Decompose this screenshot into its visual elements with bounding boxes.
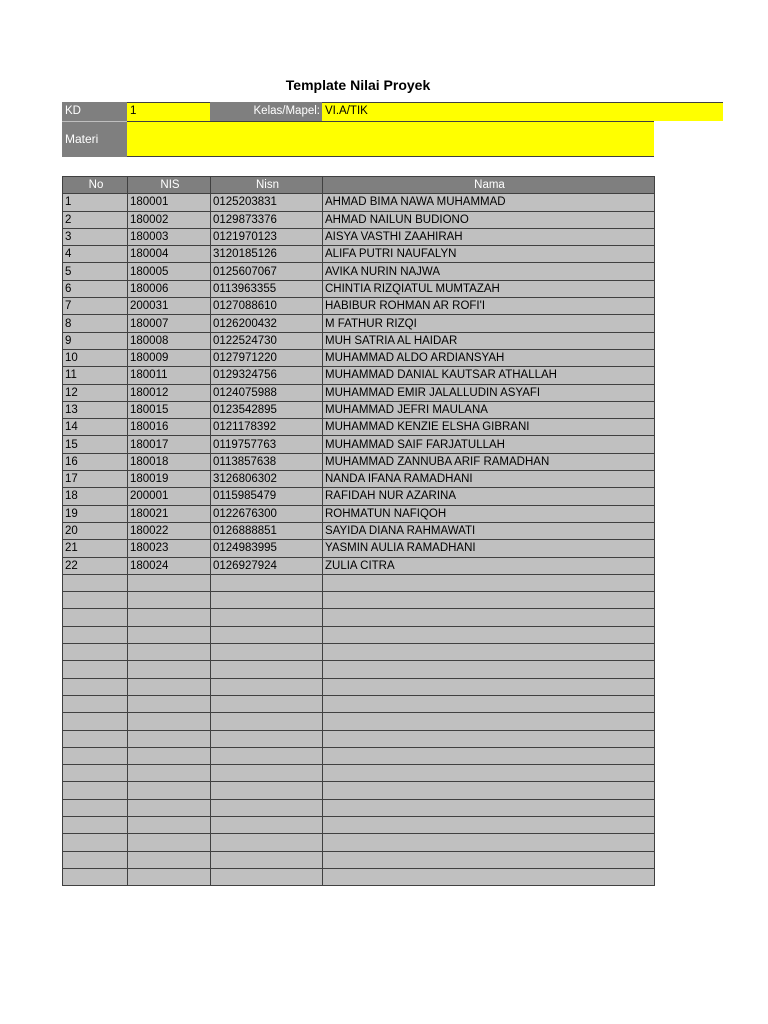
cell-nisn[interactable] — [211, 644, 323, 661]
cell-no[interactable]: 7 — [63, 298, 128, 315]
cell-nisn[interactable] — [211, 661, 323, 678]
cell-nisn[interactable]: 0126888851 — [211, 522, 323, 539]
cell-nisn[interactable]: 0113963355 — [211, 280, 323, 297]
table-row — [63, 349, 655, 366]
cell-no[interactable] — [63, 730, 128, 747]
cell-nis[interactable]: 180007 — [128, 315, 211, 332]
cell-nama[interactable] — [323, 765, 655, 782]
cell-no[interactable]: 15 — [63, 436, 128, 453]
cell-nis[interactable] — [128, 695, 211, 712]
cell-nama[interactable]: ZULIA CITRA — [323, 557, 655, 574]
page-title: Template Nilai Proyek — [285, 77, 431, 93]
materi-value-cell[interactable] — [127, 121, 654, 157]
table-row — [63, 471, 655, 488]
table-row — [63, 816, 655, 833]
cell-nis[interactable]: 180001 — [128, 194, 211, 211]
table-row — [63, 298, 655, 315]
cell-nama[interactable]: MUHAMMAD KENZIE ELSHA GIBRANI — [323, 419, 655, 436]
table-row — [63, 453, 655, 470]
table-row — [63, 713, 655, 730]
cell-nis[interactable]: 180011 — [128, 367, 211, 384]
cell-nis[interactable]: 180009 — [128, 349, 211, 366]
cell-nis[interactable] — [128, 851, 211, 868]
cell-nis[interactable]: 180016 — [128, 419, 211, 436]
cell-nis[interactable]: 180012 — [128, 384, 211, 401]
cell-nama[interactable] — [323, 592, 655, 609]
cell-nis[interactable]: 200031 — [128, 298, 211, 315]
cell-nisn[interactable] — [211, 678, 323, 695]
table-row — [63, 868, 655, 885]
cell-nisn[interactable]: 0113857638 — [211, 453, 323, 470]
cell-nis[interactable] — [128, 592, 211, 609]
cell-nama[interactable]: YASMIN AULIA RAMADHANI — [323, 540, 655, 557]
table-row — [63, 505, 655, 522]
cell-nis[interactable] — [128, 730, 211, 747]
table-row — [63, 661, 655, 678]
cell-nama[interactable]: HABIBUR ROHMAN AR ROFI'I — [323, 298, 655, 315]
table-row — [63, 799, 655, 816]
cell-nis[interactable]: 180002 — [128, 211, 211, 228]
cell-nisn[interactable] — [211, 765, 323, 782]
cell-no[interactable] — [63, 747, 128, 764]
table-row — [63, 592, 655, 609]
cell-nisn[interactable] — [211, 782, 323, 799]
cell-nis[interactable]: 180003 — [128, 228, 211, 245]
cell-nisn[interactable]: 0122676300 — [211, 505, 323, 522]
cell-nis[interactable]: 180019 — [128, 471, 211, 488]
cell-nisn[interactable]: 0127971220 — [211, 349, 323, 366]
cell-nis[interactable]: 200001 — [128, 488, 211, 505]
cell-nisn[interactable]: 0125607067 — [211, 263, 323, 280]
cell-no[interactable]: 19 — [63, 505, 128, 522]
kd-value-cell[interactable]: 1 — [127, 102, 210, 121]
cell-nis[interactable] — [128, 644, 211, 661]
cell-no[interactable]: 10 — [63, 349, 128, 366]
cell-nama[interactable]: AHMAD BIMA NAWA MUHAMMAD — [323, 194, 655, 211]
table-row — [63, 263, 655, 280]
cell-nis[interactable] — [128, 834, 211, 851]
table-row — [63, 315, 655, 332]
cell-no[interactable]: 13 — [63, 401, 128, 418]
cell-no[interactable]: 12 — [63, 384, 128, 401]
cell-nama[interactable] — [323, 799, 655, 816]
kelas-mapel-label: Kelas/Mapel: — [210, 102, 322, 121]
table-row — [63, 401, 655, 418]
cell-nisn[interactable] — [211, 851, 323, 868]
kelas-mapel-value-cell[interactable]: VI.A/TIK — [322, 102, 723, 121]
cell-nama[interactable]: AISYA VASTHI ZAAHIRAH — [323, 228, 655, 245]
table-row — [63, 194, 655, 211]
table-row — [63, 332, 655, 349]
cell-nisn[interactable]: 3120185126 — [211, 246, 323, 263]
cell-nama[interactable] — [323, 834, 655, 851]
cell-no[interactable]: 2 — [63, 211, 128, 228]
cell-nisn[interactable]: 0129873376 — [211, 211, 323, 228]
cell-no[interactable] — [63, 609, 128, 626]
cell-no[interactable] — [63, 678, 128, 695]
cell-nama[interactable] — [323, 713, 655, 730]
cell-no[interactable]: 4 — [63, 246, 128, 263]
cell-nisn[interactable]: 0115985479 — [211, 488, 323, 505]
cell-no[interactable]: 1 — [63, 194, 128, 211]
cell-no[interactable]: 17 — [63, 471, 128, 488]
cell-nis[interactable]: 180021 — [128, 505, 211, 522]
cell-no[interactable] — [63, 574, 128, 591]
table-row — [63, 782, 655, 799]
cell-nama[interactable]: NANDA IFANA RAMADHANI — [323, 471, 655, 488]
cell-no[interactable] — [63, 851, 128, 868]
header-no: No — [63, 177, 128, 194]
table-row — [63, 557, 655, 574]
cell-nama[interactable] — [323, 574, 655, 591]
header-nis: NIS — [128, 177, 211, 194]
cell-nisn[interactable] — [211, 695, 323, 712]
cell-nisn[interactable]: 0126200432 — [211, 315, 323, 332]
cell-nama[interactable] — [323, 695, 655, 712]
cell-nisn[interactable]: 0121178392 — [211, 419, 323, 436]
table-row — [63, 626, 655, 643]
cell-nis[interactable] — [128, 782, 211, 799]
cell-no[interactable]: 8 — [63, 315, 128, 332]
cell-nisn[interactable]: 0119757763 — [211, 436, 323, 453]
cell-nis[interactable]: 180015 — [128, 401, 211, 418]
cell-nama[interactable]: MUHAMMAD JEFRI MAULANA — [323, 401, 655, 418]
cell-no[interactable] — [63, 661, 128, 678]
cell-nama[interactable] — [323, 747, 655, 764]
table-row — [63, 730, 655, 747]
cell-nisn[interactable]: 0124075988 — [211, 384, 323, 401]
cell-nis[interactable]: 180008 — [128, 332, 211, 349]
cell-nama[interactable]: MUHAMMAD EMIR JALALLUDIN ASYAFI — [323, 384, 655, 401]
cell-no[interactable]: 9 — [63, 332, 128, 349]
cell-no[interactable]: 16 — [63, 453, 128, 470]
cell-nama[interactable] — [323, 626, 655, 643]
cell-no[interactable] — [63, 834, 128, 851]
cell-nama[interactable]: MUHAMMAD DANIAL KAUTSAR ATHALLAH — [323, 367, 655, 384]
cell-nis[interactable] — [128, 609, 211, 626]
table-row — [63, 695, 655, 712]
cell-nama[interactable]: SAYIDA DIANA RAHMAWATI — [323, 522, 655, 539]
cell-nisn[interactable] — [211, 592, 323, 609]
table-body — [63, 194, 655, 886]
table-row — [63, 644, 655, 661]
cell-nis[interactable]: 180023 — [128, 540, 211, 557]
cell-nisn[interactable] — [211, 799, 323, 816]
cell-nisn[interactable]: 0123542895 — [211, 401, 323, 418]
cell-nama[interactable] — [323, 730, 655, 747]
cell-nisn[interactable] — [211, 574, 323, 591]
cell-nama[interactable]: MUHAMMAD SAIF FARJATULLAH — [323, 436, 655, 453]
cell-nama[interactable] — [323, 782, 655, 799]
table-row — [63, 678, 655, 695]
table-row — [63, 609, 655, 626]
cell-no[interactable]: 22 — [63, 557, 128, 574]
cell-no[interactable]: 14 — [63, 419, 128, 436]
cell-no[interactable] — [63, 592, 128, 609]
cell-nisn[interactable]: 0122524730 — [211, 332, 323, 349]
cell-nama[interactable]: ALIFA PUTRI NAUFALYN — [323, 246, 655, 263]
cell-nisn[interactable]: 0127088610 — [211, 298, 323, 315]
table-row — [63, 419, 655, 436]
cell-nis[interactable] — [128, 661, 211, 678]
cell-nis[interactable] — [128, 574, 211, 591]
cell-no[interactable] — [63, 868, 128, 885]
cell-nama[interactable]: ROHMATUN NAFIQOH — [323, 505, 655, 522]
cell-nis[interactable] — [128, 799, 211, 816]
student-table — [62, 176, 655, 886]
cell-no[interactable]: 3 — [63, 228, 128, 245]
cell-nis[interactable]: 180006 — [128, 280, 211, 297]
cell-nisn[interactable] — [211, 626, 323, 643]
cell-nisn[interactable]: 0124983995 — [211, 540, 323, 557]
table-row — [63, 765, 655, 782]
cell-nama[interactable] — [323, 678, 655, 695]
cell-nama[interactable] — [323, 661, 655, 678]
table-row — [63, 834, 655, 851]
cell-nisn[interactable]: 3126806302 — [211, 471, 323, 488]
cell-nis[interactable]: 180018 — [128, 453, 211, 470]
table-row — [63, 246, 655, 263]
cell-no[interactable] — [63, 799, 128, 816]
cell-nisn[interactable] — [211, 609, 323, 626]
cell-no[interactable]: 18 — [63, 488, 128, 505]
cell-nisn[interactable] — [211, 713, 323, 730]
cell-nama[interactable]: RAFIDAH NUR AZARINA — [323, 488, 655, 505]
cell-nisn[interactable] — [211, 816, 323, 833]
cell-nisn[interactable]: 0126927924 — [211, 557, 323, 574]
cell-nis[interactable] — [128, 765, 211, 782]
cell-nisn[interactable] — [211, 868, 323, 885]
table-row — [63, 488, 655, 505]
cell-no[interactable]: 6 — [63, 280, 128, 297]
table-row — [63, 540, 655, 557]
cell-nis[interactable] — [128, 747, 211, 764]
cell-nama[interactable] — [323, 609, 655, 626]
table-row — [63, 211, 655, 228]
materi-label: Materi — [62, 121, 127, 157]
cell-nama[interactable]: MUHAMMAD ZANNUBA ARIF RAMADHAN — [323, 453, 655, 470]
cell-nisn[interactable] — [211, 834, 323, 851]
cell-no[interactable]: 11 — [63, 367, 128, 384]
cell-nama[interactable]: MUH SATRIA AL HAIDAR — [323, 332, 655, 349]
cell-no[interactable]: 21 — [63, 540, 128, 557]
header-nisn: Nisn — [211, 177, 323, 194]
cell-nisn[interactable]: 0129324756 — [211, 367, 323, 384]
cell-nis[interactable] — [128, 816, 211, 833]
cell-nama[interactable]: MUHAMMAD ALDO ARDIANSYAH — [323, 349, 655, 366]
cell-nis[interactable] — [128, 626, 211, 643]
cell-no[interactable] — [63, 782, 128, 799]
cell-nisn[interactable]: 0125203831 — [211, 194, 323, 211]
table-row — [63, 228, 655, 245]
kd-label: KD — [62, 102, 127, 121]
cell-nisn[interactable] — [211, 747, 323, 764]
cell-nis[interactable]: 180024 — [128, 557, 211, 574]
cell-nis[interactable]: 180017 — [128, 436, 211, 453]
table-row — [63, 384, 655, 401]
cell-nama[interactable]: AVIKA NURIN NAJWA — [323, 263, 655, 280]
cell-no[interactable]: 20 — [63, 522, 128, 539]
cell-nama[interactable]: CHINTIA RIZQIATUL MUMTAZAH — [323, 280, 655, 297]
cell-nisn[interactable] — [211, 730, 323, 747]
cell-nama[interactable] — [323, 868, 655, 885]
table-row — [63, 436, 655, 453]
table-row — [63, 280, 655, 297]
header-nama: Nama — [323, 177, 655, 194]
table-row — [63, 367, 655, 384]
cell-nama[interactable] — [323, 644, 655, 661]
table-row — [63, 522, 655, 539]
cell-nisn[interactable]: 0121970123 — [211, 228, 323, 245]
cell-no[interactable] — [63, 626, 128, 643]
cell-nama[interactable]: M FATHUR RIZQI — [323, 315, 655, 332]
table-header-row — [63, 177, 655, 194]
cell-nama[interactable]: AHMAD NAILUN BUDIONO — [323, 211, 655, 228]
table-row — [63, 747, 655, 764]
cell-no[interactable]: 5 — [63, 263, 128, 280]
cell-nis[interactable]: 180022 — [128, 522, 211, 539]
cell-nama[interactable] — [323, 816, 655, 833]
cell-no[interactable] — [63, 713, 128, 730]
cell-nis[interactable]: 180004 — [128, 246, 211, 263]
cell-no[interactable] — [63, 644, 128, 661]
cell-no[interactable] — [63, 695, 128, 712]
cell-nis[interactable]: 180005 — [128, 263, 211, 280]
cell-nis[interactable] — [128, 713, 211, 730]
cell-nama[interactable] — [323, 851, 655, 868]
table-row — [63, 851, 655, 868]
cell-no[interactable] — [63, 816, 128, 833]
cell-no[interactable] — [63, 765, 128, 782]
cell-nis[interactable] — [128, 678, 211, 695]
table-row — [63, 574, 655, 591]
cell-nis[interactable] — [128, 868, 211, 885]
